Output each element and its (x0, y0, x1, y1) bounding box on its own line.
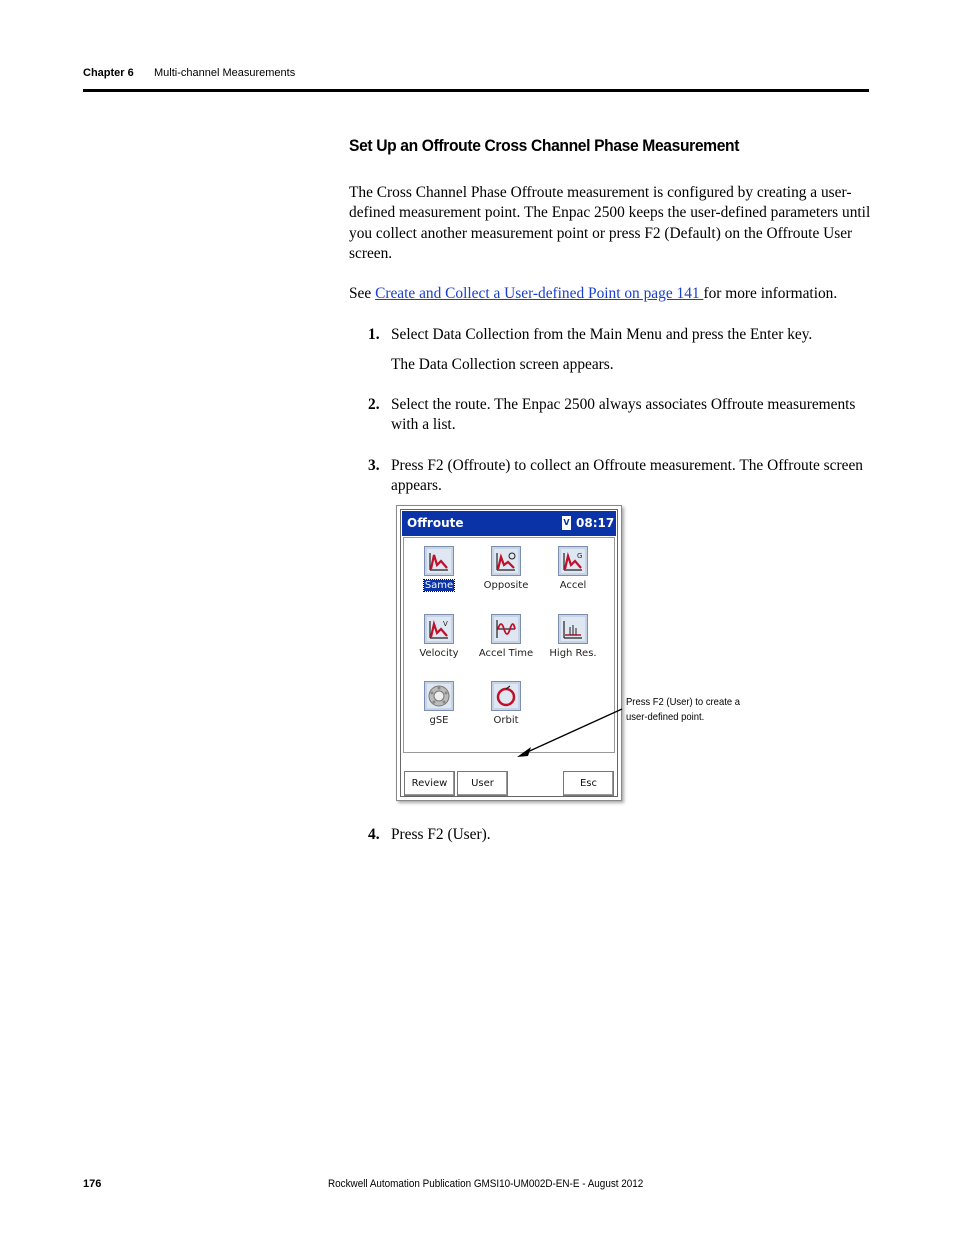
section-label: Multi-channel Measurements (154, 67, 296, 79)
orbit-icon (491, 681, 521, 711)
offroute-screenshot (396, 505, 622, 801)
see-suffix: for more information. (703, 285, 838, 302)
device-title: Offroute (407, 516, 464, 530)
publication-footer: Rockwell Automation Publication GMSI10-UM002D-EN-E - August 2012 (328, 1178, 644, 1190)
item-label: Accel (559, 580, 587, 591)
step-number: 2. (368, 396, 380, 413)
item-label: gSE (429, 715, 449, 726)
high-res-icon (558, 614, 588, 644)
step-number: 4. (368, 826, 380, 843)
same-item[interactable] (409, 546, 469, 591)
item-label: Same (424, 580, 454, 591)
step-text: Select the route. The Enpac 2500 always associates Offroute measurements with a list. (391, 396, 856, 434)
step-1-result: The Data Collection screen appears. (391, 356, 614, 373)
device-screen (400, 509, 618, 797)
bearing-icon (424, 681, 454, 711)
esc-button[interactable]: Esc (563, 771, 614, 796)
spectrum-icon (424, 546, 454, 576)
chapter-label: Chapter 6 (83, 67, 134, 79)
intro-paragraph: The Cross Channel Phase Offroute measurement is configured by creating a user-defined measurement point. The Enpac 2500 keeps the user-defined parameters until you collect another measurement point or press F2 (Default) on the Offroute User screen. (349, 184, 871, 263)
device-title-bar (402, 511, 616, 536)
see-paragraph (349, 284, 874, 304)
velocity-item[interactable] (409, 614, 469, 659)
step-text: Select Data Collection from the Main Menu and press the Enter key. (391, 326, 813, 343)
item-label: High Res. (549, 648, 597, 659)
step-text: Press F2 (Offroute) to collect an Offroute measurement. The Offroute screen appears. (391, 457, 863, 495)
header-rule (83, 89, 869, 92)
review-button[interactable]: Review (404, 771, 455, 796)
item-label: Velocity (419, 648, 459, 659)
orbit-item[interactable] (476, 681, 536, 726)
user-button[interactable]: User (457, 771, 508, 796)
svg-text:V: V (443, 620, 448, 628)
item-label: Orbit (493, 715, 519, 726)
running-header (83, 67, 296, 79)
high-res-item[interactable] (543, 614, 603, 659)
callout-text: Press F2 (User) to create a user-defined point. (626, 696, 740, 723)
device-clock: 08:17 (576, 516, 615, 530)
spectrum-icon (558, 546, 588, 576)
step-number: 3. (368, 457, 380, 474)
spectrum-icon (491, 546, 521, 576)
item-label: Opposite (483, 580, 529, 591)
waveform-icon (491, 614, 521, 644)
opposite-item[interactable] (476, 546, 536, 591)
see-prefix: See (349, 285, 376, 302)
accel-time-item[interactable] (476, 614, 536, 659)
item-label: Accel Time (478, 648, 534, 659)
step-number: 1. (368, 326, 380, 343)
icon-panel (403, 537, 615, 753)
gse-item[interactable] (409, 681, 469, 726)
cross-reference-link[interactable]: Create and Collect a User-defined Point on page 141 (375, 285, 704, 302)
svg-text:G: G (577, 552, 583, 560)
accel-item[interactable] (543, 546, 603, 591)
spectrum-icon (424, 614, 454, 644)
battery-icon: V (562, 516, 571, 530)
page-title: Set Up an Offroute Cross Channel Phase Measurement (349, 136, 740, 155)
step-text: Press F2 (User). (391, 826, 491, 843)
page-number: 176 (83, 1178, 102, 1190)
